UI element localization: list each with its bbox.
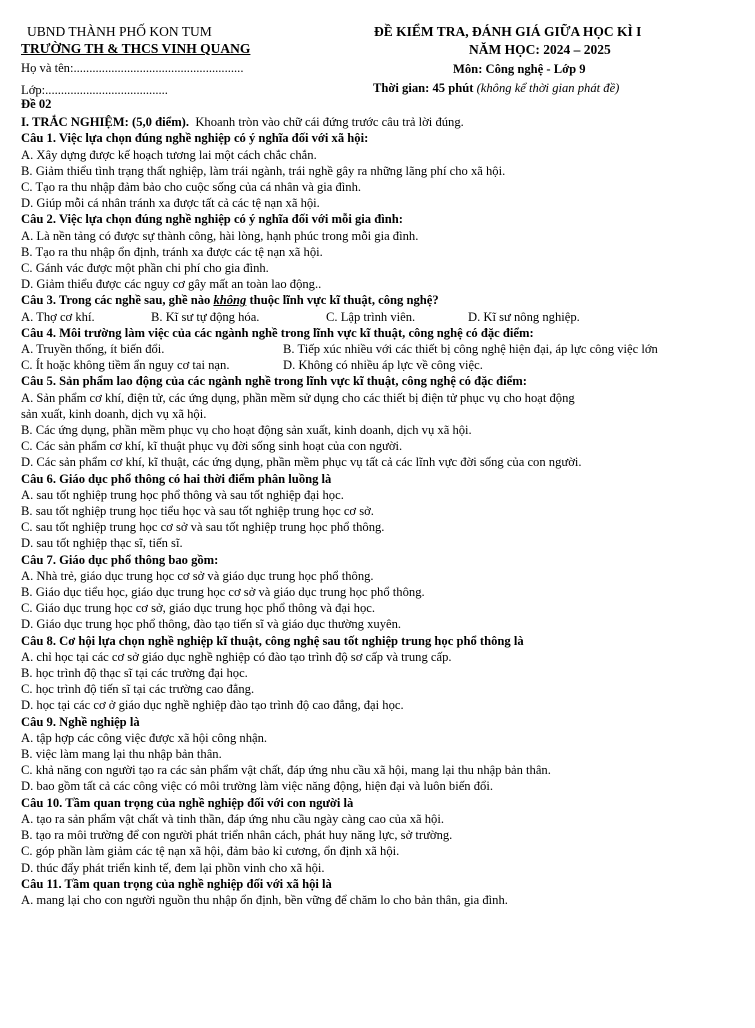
q9-option-d: D. bao gồm tất cả các công việc có môi trường làm việc năng động, hiện đại và luôn biến đổi.	[21, 779, 493, 794]
exam-page	[21, 4, 737, 908]
question-7: Câu 7. Giáo dục phổ thông bao gồm:	[21, 552, 219, 567]
class-field: Lớp:.......................................	[21, 83, 168, 97]
q4-option-a: A. Truyền thống, ít biến đổi.	[21, 342, 165, 357]
question-3: Câu 3. Trong các nghề sau, ghề nào không thuộc lĩnh vực kĩ thuật, công nghệ?	[21, 293, 439, 308]
q6-option-a: A. sau tốt nghiệp trung học phổ thông và sau tốt nghiệp đại học.	[21, 487, 344, 502]
school-year: NĂM HỌC: 2024 – 2025	[469, 42, 611, 57]
q1-option-a: A. Xây dựng được kế hoạch tương lai một cách chắc chắn.	[21, 147, 317, 162]
q8-option-b: B. học trình độ thạc sĩ tại các trường đại học.	[21, 666, 248, 681]
negation-word: không	[213, 293, 247, 308]
q4-option-d: D. Không có nhiều áp lực về công việc.	[283, 358, 483, 373]
q3-options-row	[21, 309, 737, 325]
q9-option-a: A. tập hợp các công việc được xã hội công nhận.	[21, 730, 268, 745]
q9-option-c: C. khả năng con người tạo ra các sản phẩm vật chất, đáp ứng nhu cầu xã hội, mang lại thu nhập bản thân.	[21, 763, 551, 778]
q3-option-c: C. Lập trình viên.	[326, 309, 416, 324]
q6-option-c: C. sau tốt nghiệp trung học cơ sở và sau tốt nghiệp trung học phổ thông.	[21, 520, 385, 535]
q4-option-b: B. Tiếp xúc nhiều với các thiết bị công nghệ hiện đại, áp lực công việc lớn	[283, 342, 658, 357]
q5-option-c: C. Các sản phẩm cơ khí, kĩ thuật phục vụ đời sống sinh hoạt của con người.	[21, 439, 403, 454]
exam-title: ĐỀ KIỂM TRA, ĐÁNH GIÁ GIỮA HỌC KÌ I	[374, 24, 642, 39]
q6-option-b: B. sau tốt nghiệp trung học tiểu học và sau tốt nghiệp trung học cơ sở.	[21, 504, 374, 519]
q7-option-c: C. Giáo dục trung học cơ sở, giáo dục trung học phổ thông và đại học.	[21, 601, 375, 616]
question-9: Câu 9. Nghề nghiệp là	[21, 714, 140, 729]
q8-option-d: D. học tại các cơ ở giáo dục nghề nghiệp đào tạo trình độ cao đẳng, đại học.	[21, 698, 404, 713]
q10-option-d: D. thúc đẩy phát triển kinh tế, đem lại phồn vinh cho xã hội.	[21, 860, 325, 875]
question-6: Câu 6. Giáo dục phổ thông có hai thời điểm phân luồng là	[21, 471, 332, 486]
time-line: Thời gian: 45 phút (không kể thời gian phát đề)	[373, 81, 620, 95]
section-title: I. TRẮC NGHIỆM: (5,0 điểm). Khoanh tròn vào chữ cái đứng trước câu trả lời đúng.	[21, 115, 464, 130]
q3-option-a: A. Thợ cơ khí.	[21, 309, 95, 324]
question-10: Câu 10. Tầm quan trọng của nghề nghiệp đối với con người là	[21, 795, 354, 810]
section-instruction: Khoanh tròn vào chữ cái đứng trước câu trả lời đúng.	[195, 115, 464, 130]
q1-option-b: B. Giảm thiểu tình trạng thất nghiệp, làm trái ngành, trái nghề gây ra những lãng phí cho xã hội.	[21, 163, 506, 178]
q7-option-b: B. Giáo dục tiểu học, giáo dục trung học cơ sở và giáo dục trung học phổ thông.	[21, 585, 425, 600]
q4-options-row-1	[21, 341, 737, 357]
q10-option-b: B. tạo ra môi trường để con người phát triển nhân cách, phát huy năng lực, sở trường.	[21, 828, 453, 843]
q10-option-c: C. góp phần làm giảm các tệ nạn xã hội, đảm bảo kỉ cương, ổn định xã hội.	[21, 844, 400, 859]
exam-header	[21, 4, 737, 98]
q3-option-b: B. Kĩ sư tự động hóa.	[151, 309, 260, 324]
question-4: Câu 4. Môi trường làm việc của các ngành nghề trong lĩnh vực kĩ thuật, công nghệ có đặc điểm:	[21, 325, 534, 340]
exam-code: Đề 02	[21, 97, 52, 111]
student-name-field: Họ và tên:......................................................	[21, 61, 244, 75]
q1-option-d: D. Giúp mỗi cá nhân tránh xa được tất cả các tệ nạn xã hội.	[21, 196, 320, 211]
q6-option-d: D. sau tốt nghiệp thạc sĩ, tiến sĩ.	[21, 536, 183, 551]
question-5: Câu 5. Sản phẩm lao động của các ngành nghề trong lĩnh vực kĩ thuật, công nghệ có đặc điểm:	[21, 374, 527, 389]
question-11: Câu 11. Tầm quan trọng của nghề nghiệp đối với xã hội là	[21, 876, 332, 891]
q2-option-c: C. Gánh vác được một phần chi phí cho gia đình.	[21, 261, 269, 276]
q9-option-b: B. việc làm mang lại thu nhập bản thân.	[21, 747, 222, 762]
q10-option-a: A. tạo ra sản phẩm vật chất và tinh thần, đáp ứng nhu cầu ngày càng cao của xã hội.	[21, 811, 444, 826]
q5-option-a-cont: sản xuất, kinh doanh, dịch vụ xã hội.	[21, 406, 207, 421]
time-note: (không kể thời gian phát đề)	[476, 81, 620, 95]
question-2: Câu 2. Việc lựa chọn đúng nghề nghiệp có ý nghĩa đối với mỗi gia đình:	[21, 212, 403, 227]
q1-option-c: C. Tạo ra thu nhập đảm bảo cho cuộc sống của cá nhân và gia đình.	[21, 180, 362, 195]
subject-line: Môn: Công nghệ - Lớp 9	[453, 62, 586, 76]
q8-option-c: C. học trình độ tiến sĩ tại các trường cao đẳng.	[21, 682, 255, 697]
school-name: TRƯỜNG TH & THCS VINH QUANG	[21, 41, 251, 56]
q11-option-a: A. mang lại cho con người nguồn thu nhập ổn định, bền vững để chăm lo cho bản thân, gia đình.	[21, 892, 508, 907]
q3-option-d: D. Kĩ sư nông nghiệp.	[468, 309, 580, 324]
q4-option-c: C. Ít hoặc không tiềm ẩn nguy cơ tai nạn.	[21, 358, 230, 373]
question-8: Câu 8. Cơ hội lựa chọn nghề nghiệp kĩ thuật, công nghệ sau tốt nghiệp trung học phổ thông là	[21, 633, 524, 648]
q7-option-a: A. Nhà trẻ, giáo dục trung học cơ sở và giáo dục trung học phổ thông.	[21, 568, 374, 583]
q4-options-row-2	[21, 357, 737, 373]
question-1: Câu 1. Việc lựa chọn đúng nghề nghiệp có ý nghĩa đối với xã hội:	[21, 131, 369, 146]
q7-option-d: D. Giáo dục trung học phổ thông, đào tạo tiến sĩ và giáo dục thường xuyên.	[21, 617, 402, 632]
q5-option-d: D. Các sản phẩm cơ khí, kĩ thuật, các ứng dụng, phần mềm phục vụ tất cả các lĩnh vực đời sống của con người.	[21, 455, 582, 470]
q2-option-b: B. Tạo ra thu nhập ổn định, tránh xa được các tệ nạn xã hội.	[21, 244, 323, 259]
q5-option-a: A. Sản phẩm cơ khí, điện tử, các ứng dụng, phần mềm sử dụng cho các thiết bị điện tử phục vụ cho hoạt động	[21, 390, 575, 405]
q2-option-a: A. Là nền tảng có được sự thành công, hài lòng, hạnh phúc trong mỗi gia đình.	[21, 228, 419, 243]
q8-option-a: A. chỉ học tại các cơ sở giáo dục nghề nghiệp có đào tạo trình độ sơ cấp và trung cấp.	[21, 649, 452, 664]
q5-option-b: B. Các ứng dụng, phần mềm phục vụ cho hoạt động sản xuất, kinh doanh, dịch vụ xã hội.	[21, 423, 472, 438]
org-name: UBND THÀNH PHỐ KON TUM	[27, 24, 212, 39]
q2-option-d: D. Giảm thiểu được các nguy cơ gây mất an toàn lao động..	[21, 277, 322, 292]
